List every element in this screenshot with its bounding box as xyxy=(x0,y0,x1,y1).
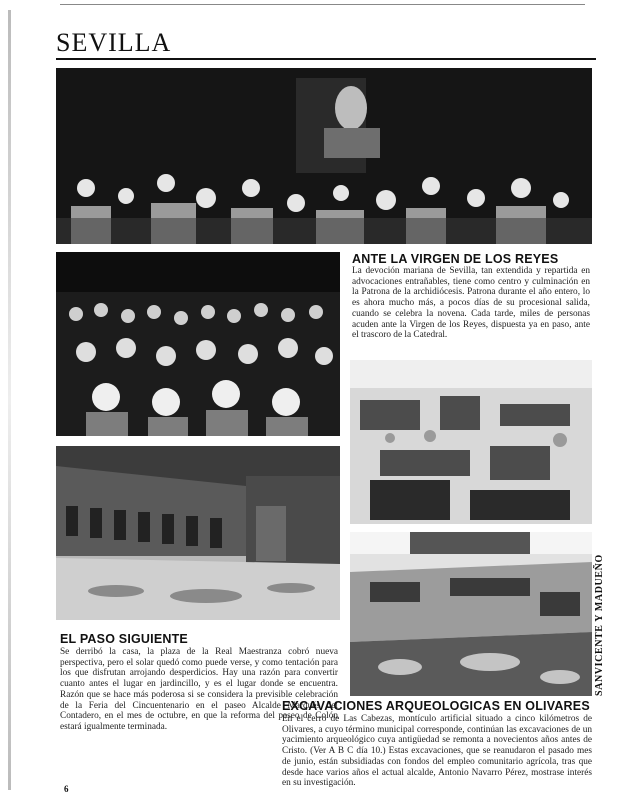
headline-excavaciones-olivares: EXCAVACIONES ARQUEOLOGICAS EN OLIVARES xyxy=(282,699,590,713)
photo-audience-seated xyxy=(56,252,340,436)
headline-virgen-de-los-reyes: ANTE LA VIRGEN DE LOS REYES xyxy=(352,252,559,266)
photo-credit-text: SANVICENTE Y MADUEÑO xyxy=(594,554,605,696)
photo-credit xyxy=(592,530,606,696)
photo-excavation-walls xyxy=(350,360,592,524)
article-el-paso-siguiente-body: Se derribó la casa, la plaza de la Real Maestranza cobró nueva perspectiva, pero el solar quedó como puede verse, y como tentación para los que disfrutan arrojando desperdicios. Hay una razón para convertir cuanto antes el lugar en jardincillo, y es el lugar donde se encuentra. Razón que se hace más poderosa si se considera la previsible celebración de la Feria del Cincuentenario en el paseo Alcalde Marqués del Contadero, en el mes de octubre, en que la reforma del paseo de Colón estará igualmente terminada. xyxy=(60,647,338,732)
headline-el-paso-siguiente: EL PASO SIGUIENTE xyxy=(60,632,188,646)
photo-night-crowd-cathedral xyxy=(56,68,592,244)
page-number: 6 xyxy=(64,784,69,794)
section-title: SEVILLA xyxy=(56,28,172,57)
title-rule xyxy=(56,58,596,60)
page-gutter-shadow xyxy=(8,10,11,790)
top-rule xyxy=(60,4,585,5)
article-virgen-de-los-reyes-body: La devoción mariana de Sevilla, tan extendida y repartida en advocaciones entrañables, tiene como centro y culminación en la Patrona de la archidiócesis. Patrona durante el año entero, lo es ahora mucho más, a pocos días de su procesional salida, cuando se celebra la novena. Cada tarde, miles de personas acuden ante la Virgen de los Reyes, dispuesta ya en paso, ante el trascoro de la Catedral. xyxy=(352,266,590,341)
photo-excavation-site xyxy=(350,532,592,696)
article-excavaciones-olivares-body: En el cerro de Las Cabezas, montículo artificial situado a cinco kilómetros de Olivares, a cuyo término municipal corresponde, continúan las excavaciones de un yacimiento arqueológico cuya antigüedad se remonta a novecientos años antes de Cristo. (Ver A B C día 10.) Estas excavaciones, que se reanudaron el pasado mes de junio, están subsidiadas con fondos del empleo comunitario agrícola, tras que desde hace varios años el actual alcalde, Antonio Navarro Pérez, mostrase interés en su investigación. xyxy=(282,714,592,789)
photo-maestranza-plaza xyxy=(56,446,340,620)
